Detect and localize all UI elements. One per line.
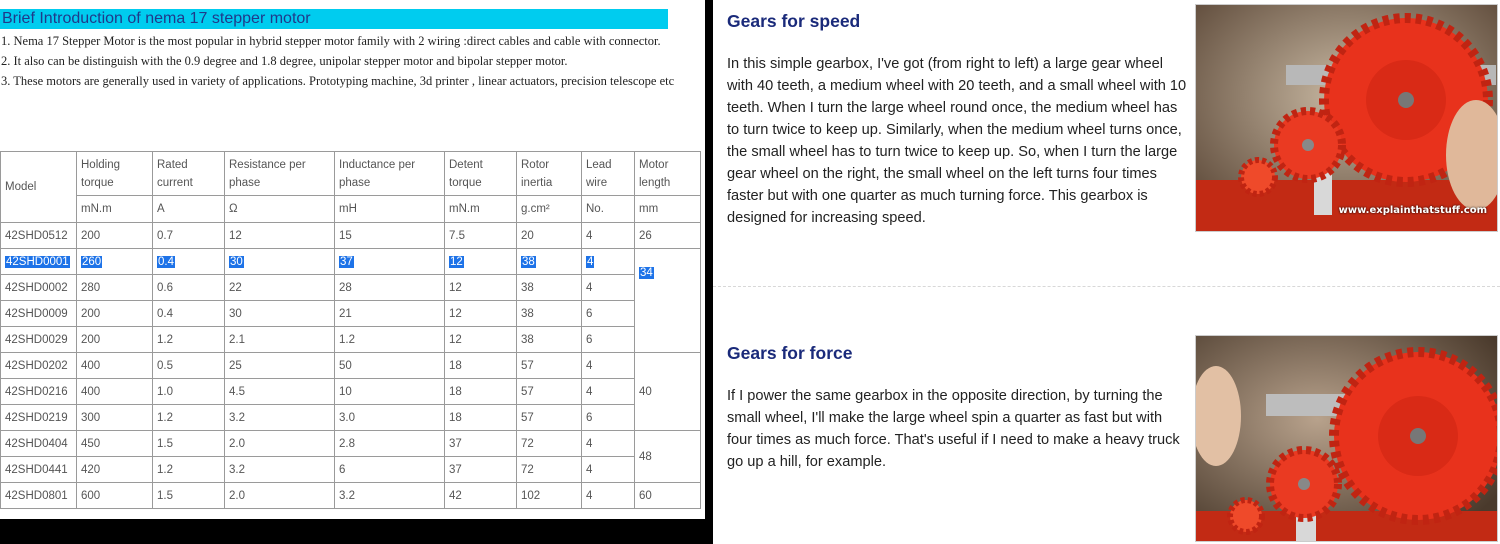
model-cell bbox=[1, 249, 77, 275]
table-cell: 38 bbox=[517, 275, 582, 301]
table-cell: 1.2 bbox=[153, 327, 225, 353]
table-cell: 3.2 bbox=[225, 405, 335, 431]
table-cell: 1.2 bbox=[153, 457, 225, 483]
motor-length-cell bbox=[635, 249, 701, 353]
table-cell: 6 bbox=[582, 405, 635, 431]
table-cell: 0.7 bbox=[153, 223, 225, 249]
section-body-speed: In this simple gearbox, I've got (from right to left) a large gear wheel with 40 teeth, a medium wheel with 20 teeth, and a small wheel with 10 teeth. When I turn the large wheel round once, the medium wheel has to turn twice to keep up. Similarly, when the medium wheel turns once, the small wheel has to turn twice to keep up. So, when I turn the large gear wheel on the right, the small wheel on the left turns four times faster but with one quarter as much turning force. This gearbox is designed for increasing speed. bbox=[727, 56, 1187, 226]
table-cell: 20 bbox=[517, 223, 582, 249]
table-cell: 3.2 bbox=[225, 457, 335, 483]
motor-length-cell: 40 bbox=[635, 353, 701, 431]
gearbox-speed-illustration bbox=[1196, 5, 1498, 232]
table-cell bbox=[335, 249, 445, 275]
spec-table bbox=[0, 151, 701, 509]
table-cell bbox=[225, 249, 335, 275]
table-cell: 280 bbox=[77, 275, 153, 301]
table-cell: 300 bbox=[77, 405, 153, 431]
table-cell: 1.2 bbox=[153, 405, 225, 431]
gearbox-force-illustration bbox=[1196, 336, 1498, 542]
page-title: Brief Introduction of nema 17 stepper motor bbox=[0, 9, 668, 29]
column-header: Rated current bbox=[153, 152, 225, 196]
gearbox-speed-photo bbox=[1195, 4, 1498, 232]
table-cell: 4 bbox=[582, 223, 635, 249]
table-cell bbox=[445, 249, 517, 275]
model-cell: 42SHD0216 bbox=[1, 379, 77, 405]
section-title-force: Gears for force bbox=[727, 343, 853, 363]
column-header: Detent torque bbox=[445, 152, 517, 196]
table-cell: 18 bbox=[445, 353, 517, 379]
table-cell: 12 bbox=[445, 327, 517, 353]
unit-cell: A bbox=[153, 196, 225, 223]
table-cell: 400 bbox=[77, 379, 153, 405]
table-row bbox=[1, 431, 701, 457]
table-cell: 4 bbox=[582, 379, 635, 405]
table-cell: 38 bbox=[517, 327, 582, 353]
table-cell: 2.0 bbox=[225, 431, 335, 457]
table-cell: 12 bbox=[445, 301, 517, 327]
right-panel bbox=[713, 0, 1500, 544]
table-row bbox=[1, 379, 701, 405]
table-row bbox=[1, 353, 701, 379]
selected-text: 38 bbox=[522, 255, 535, 268]
table-cell: 0.5 bbox=[153, 353, 225, 379]
intro-item: 1. Nema 17 Stepper Motor is the most popular in hybrid stepper motor family with 2 wiring :direct cables and cable with connector. bbox=[1, 34, 661, 48]
table-cell: 22 bbox=[225, 275, 335, 301]
table-cell: 28 bbox=[335, 275, 445, 301]
unit-cell: No. bbox=[582, 196, 635, 223]
motor-length-cell: 48 bbox=[635, 431, 701, 483]
table-cell: 102 bbox=[517, 483, 582, 509]
table-cell bbox=[517, 249, 582, 275]
table-cell: 6 bbox=[335, 457, 445, 483]
table-cell: 6 bbox=[582, 301, 635, 327]
table-cell: 420 bbox=[77, 457, 153, 483]
intro-item: 3. These motors are generally used in variety of applications. Prototyping machine, 3d printer , linear actuators, precision telescope etc bbox=[1, 74, 675, 88]
table-cell: 200 bbox=[77, 301, 153, 327]
table-cell: 18 bbox=[445, 405, 517, 431]
table-cell: 4 bbox=[582, 483, 635, 509]
model-cell: 42SHD0801 bbox=[1, 483, 77, 509]
table-row bbox=[1, 457, 701, 483]
model-cell: 42SHD0029 bbox=[1, 327, 77, 353]
motor-length-cell: 26 bbox=[635, 223, 701, 249]
unit-cell: mm bbox=[635, 196, 701, 223]
table-cell: 57 bbox=[517, 379, 582, 405]
model-cell: 42SHD0219 bbox=[1, 405, 77, 431]
table-cell: 1.5 bbox=[153, 483, 225, 509]
table-cell: 4 bbox=[582, 457, 635, 483]
model-cell: 42SHD0202 bbox=[1, 353, 77, 379]
table-cell: 3.0 bbox=[335, 405, 445, 431]
table-row bbox=[1, 327, 701, 353]
table-body bbox=[1, 223, 701, 509]
column-header: Resistance per phase bbox=[225, 152, 335, 196]
unit-cell: mN.m bbox=[77, 196, 153, 223]
table-cell: 18 bbox=[445, 379, 517, 405]
table-cell: 2.1 bbox=[225, 327, 335, 353]
watermark: www.explainthatstuff.com bbox=[1338, 205, 1487, 216]
table-cell: 3.2 bbox=[335, 483, 445, 509]
table-cell bbox=[77, 249, 153, 275]
section-divider bbox=[713, 286, 1500, 287]
unit-cell: Ω bbox=[225, 196, 335, 223]
table-cell: 1.2 bbox=[335, 327, 445, 353]
table-cell bbox=[153, 249, 225, 275]
unit-cell: mN.m bbox=[445, 196, 517, 223]
table-cell: 38 bbox=[517, 301, 582, 327]
motor-length-cell: 60 bbox=[635, 483, 701, 509]
table-cell: 25 bbox=[225, 353, 335, 379]
table-cell: 12 bbox=[225, 223, 335, 249]
table-cell: 21 bbox=[335, 301, 445, 327]
selected-text: 4 bbox=[587, 255, 594, 268]
table-cell: 57 bbox=[517, 405, 582, 431]
model-cell: 42SHD0404 bbox=[1, 431, 77, 457]
column-header: Holding torque bbox=[77, 152, 153, 196]
table-cell: 1.5 bbox=[153, 431, 225, 457]
table-cell: 72 bbox=[517, 431, 582, 457]
units-row bbox=[1, 196, 701, 223]
table-cell: 12 bbox=[445, 275, 517, 301]
unit-cell: g.cm² bbox=[517, 196, 582, 223]
table-cell: 42 bbox=[445, 483, 517, 509]
gearbox-force-photo bbox=[1195, 335, 1498, 542]
table-cell: 2.8 bbox=[335, 431, 445, 457]
table-row bbox=[1, 301, 701, 327]
table-row bbox=[1, 483, 701, 509]
table-cell: 1.0 bbox=[153, 379, 225, 405]
table-cell: 400 bbox=[77, 353, 153, 379]
unit-cell: mH bbox=[335, 196, 445, 223]
table-row bbox=[1, 223, 701, 249]
table-cell: 0.6 bbox=[153, 275, 225, 301]
model-cell: 42SHD0002 bbox=[1, 275, 77, 301]
table-cell: 10 bbox=[335, 379, 445, 405]
intro-item: 2. It also can be distinguish with the 0.9 degree and 1.8 degree, unipolar stepper motor and bipolar stepper motor. bbox=[1, 54, 568, 68]
table-cell: 6 bbox=[582, 327, 635, 353]
header-row bbox=[1, 152, 701, 196]
table-cell bbox=[582, 249, 635, 275]
selected-text: 12 bbox=[450, 255, 463, 268]
table-cell: 200 bbox=[77, 327, 153, 353]
model-header: Model bbox=[1, 152, 77, 223]
left-panel bbox=[0, 0, 705, 519]
table-cell: 4 bbox=[582, 431, 635, 457]
table-cell: 37 bbox=[445, 431, 517, 457]
table-cell: 2.0 bbox=[225, 483, 335, 509]
table-cell: 600 bbox=[77, 483, 153, 509]
column-header: Rotor inertia bbox=[517, 152, 582, 196]
table-cell: 4 bbox=[582, 275, 635, 301]
selected-text: 260 bbox=[82, 255, 102, 268]
table-row bbox=[1, 275, 701, 301]
table-cell: 4 bbox=[582, 353, 635, 379]
table-cell: 15 bbox=[335, 223, 445, 249]
table-cell: 37 bbox=[445, 457, 517, 483]
selected-text: 0.4 bbox=[158, 255, 174, 268]
model-cell: 42SHD0009 bbox=[1, 301, 77, 327]
table-cell: 57 bbox=[517, 353, 582, 379]
table-cell: 30 bbox=[225, 301, 335, 327]
table-cell: 450 bbox=[77, 431, 153, 457]
section-body-force: If I power the same gearbox in the opposite direction, by turning the small wheel, I'll make the large wheel spin a quarter as fast but with four times as much force. That's useful if I need to make a heavy truck go up a hill, for example. bbox=[727, 388, 1180, 470]
selected-text: 42SHD0001 bbox=[6, 255, 69, 268]
table-cell: 0.4 bbox=[153, 301, 225, 327]
column-header: Inductance per phase bbox=[335, 152, 445, 196]
table-cell: 7.5 bbox=[445, 223, 517, 249]
column-header: Motor length bbox=[635, 152, 701, 196]
intro-list bbox=[1, 31, 701, 91]
table-cell: 200 bbox=[77, 223, 153, 249]
table-cell: 72 bbox=[517, 457, 582, 483]
table-cell: 50 bbox=[335, 353, 445, 379]
table-row bbox=[1, 249, 701, 275]
model-cell: 42SHD0512 bbox=[1, 223, 77, 249]
table-row bbox=[1, 405, 701, 431]
column-header: Lead wire bbox=[582, 152, 635, 196]
selected-text: 30 bbox=[230, 255, 243, 268]
model-cell: 42SHD0441 bbox=[1, 457, 77, 483]
selected-text: 37 bbox=[340, 255, 353, 268]
section-title-speed: Gears for speed bbox=[727, 11, 861, 31]
selected-text: 34 bbox=[640, 267, 653, 279]
table-cell: 4.5 bbox=[225, 379, 335, 405]
